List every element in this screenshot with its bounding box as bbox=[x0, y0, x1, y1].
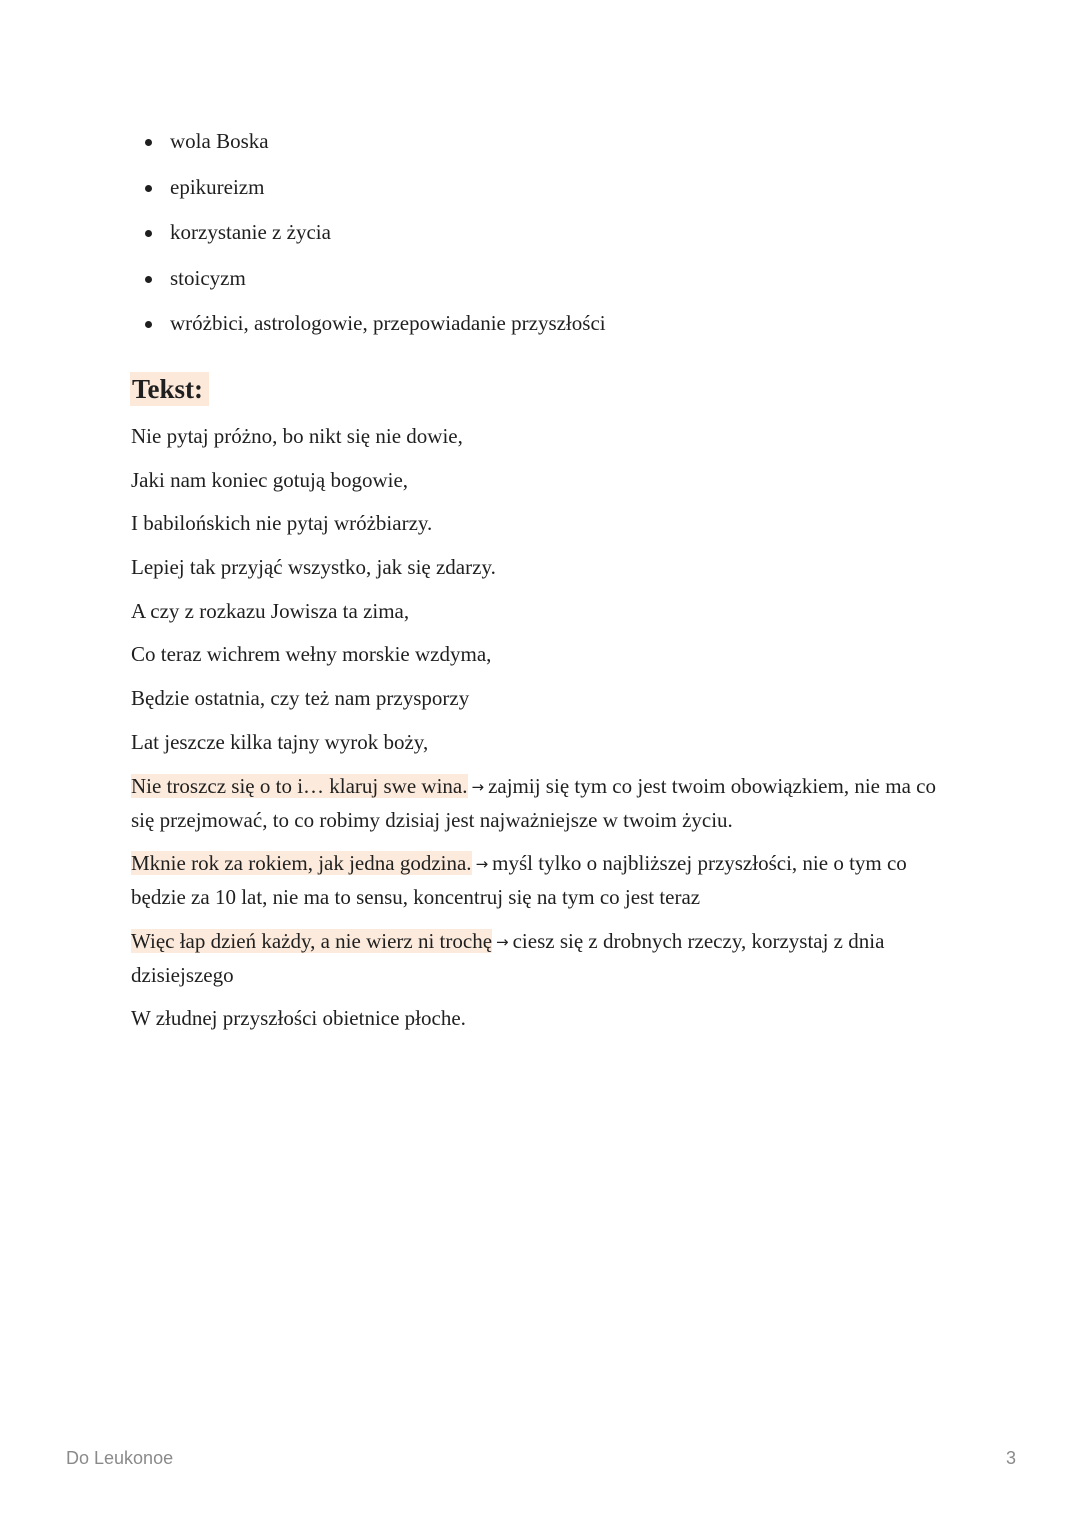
annotation-comment: ciesz się z drobnych rzeczy, korzystaj z dnia dzisiejszego bbox=[131, 928, 885, 987]
list-item-text: epikureizm bbox=[170, 174, 265, 199]
annotated-line bbox=[131, 770, 961, 837]
poem-line: A czy z rozkazu Jowisza ta zima, bbox=[131, 598, 410, 623]
poem-line: Jaki nam koniec gotują bogowie, bbox=[131, 467, 409, 492]
section-heading: Tekst: bbox=[130, 372, 209, 406]
bullet-dot bbox=[145, 139, 152, 146]
annotation-comment: myśl tylko o najbliższej przyszłości, nie o tym co będzie za 10 lat, nie ma to sensu, koncentruj się na tym co jest teraz bbox=[131, 851, 907, 909]
list-item-text: korzystanie z życia bbox=[170, 220, 331, 244]
footer-page-number: 3 bbox=[1005, 1448, 1016, 1468]
list-item-text: wola Boska bbox=[170, 129, 269, 153]
footer-document-title: Do Leukonoe bbox=[66, 1448, 174, 1468]
bullet-dot bbox=[145, 230, 152, 237]
bullet-dot bbox=[145, 276, 152, 283]
bullet-list bbox=[142, 128, 606, 356]
poem-line: Lat jeszcze kilka tajny wyrok boży, bbox=[131, 729, 429, 754]
bullet-dot bbox=[145, 185, 152, 192]
bullet-dot bbox=[145, 321, 152, 328]
annotation-comment: zajmij się tym co jest twoim obowiązkiem, nie ma co się przejmować, to co robimy dzisiaj jest najważniejsze w twoim życiu. bbox=[131, 773, 936, 832]
list-item bbox=[142, 128, 606, 154]
list-item bbox=[142, 219, 606, 245]
annotated-line bbox=[131, 925, 961, 992]
poem-text bbox=[131, 420, 961, 1046]
list-item-text: stoicyzm bbox=[170, 265, 246, 290]
highlighted-quote: Nie troszcz się o to i… klaruj swe wina. bbox=[131, 773, 468, 798]
annotated-line bbox=[131, 847, 961, 914]
poem-line: Lepiej tak przyjąć wszystko, jak się zdarzy. bbox=[131, 555, 496, 580]
highlighted-quote: Mknie rok za rokiem, jak jedna godzina. bbox=[131, 851, 472, 875]
poem-line: Co teraz wichrem wełny morskie wzdyma, bbox=[131, 642, 492, 667]
list-item-text: wróżbici, astrologowie, przepowiadanie przyszłości bbox=[170, 311, 606, 335]
arrow-right-icon: → bbox=[496, 932, 509, 951]
poem-line: Będzie ostatnia, czy też nam przysporzy bbox=[131, 686, 470, 711]
list-item bbox=[142, 265, 606, 291]
arrow-right-icon: → bbox=[471, 777, 485, 796]
highlighted-quote: Więc łap dzień każdy, a nie wierz ni trochę bbox=[131, 928, 493, 953]
poem-line: I babilońskich nie pytaj wróżbiarzy. bbox=[131, 511, 433, 536]
arrow-right-icon: → bbox=[475, 855, 489, 873]
poem-line: W złudnej przyszłości obietnice płoche. bbox=[131, 1006, 466, 1030]
list-item bbox=[142, 310, 606, 336]
poem-line: Nie pytaj próżno, bo nikt się nie dowie, bbox=[131, 424, 463, 448]
list-item bbox=[142, 174, 606, 200]
